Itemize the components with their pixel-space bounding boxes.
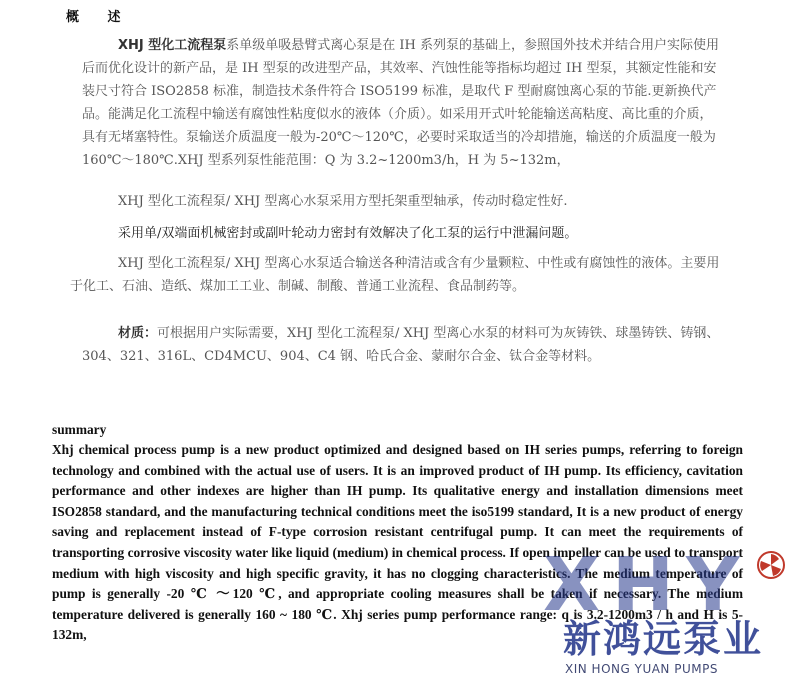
- chinese-paragraph-1: [82, 34, 720, 172]
- paragraph-1-text: 系单级单吸悬臂式离心泵是在 IH 系列泵的基础上，参照国外技术并结合用户实际使用后而优化设计的新产品，是 IH 型泵的改进型产品，其效率、汽蚀性能等指标均超过 IH 型泵，其额定性能和安装尺寸符合 ISO2858 标准，制造技术条件符合 ISO5199 标准，是取代 F 型耐腐蚀离心泵的节能.更新换代产品。能满足化工流程中输送有腐蚀性粘度似水的液体（介质）。如采用开式叶轮能输送高粘度、高比重的介质，具有无堵塞特性。泵输送介质温度一般为-20℃～120℃，必要时采取适当的冷却措施，输送的介质温度一般为 160℃～180℃.XHJ 型系列泵性能范围：Q 为 3.2~1200m3/h，H 为 5~132m，: [82, 38, 720, 168]
- chinese-overview-heading: 概 述: [66, 10, 133, 25]
- chinese-paragraph-3: 采用单/双端面机械密封或副叶轮动力密封有效解决了化工泵的运行中泄漏问题。: [118, 226, 578, 241]
- logo-letters: XHY: [543, 542, 752, 628]
- company-logo-watermark: [543, 542, 789, 684]
- pinwheel-emblem-icon: [757, 551, 785, 579]
- chinese-paragraph-5: [82, 322, 720, 368]
- chinese-paragraph-2: XHJ 型化工流程泵/ XHJ 型离心水泵采用方型托架重型轴承，传动时稳定性好.: [118, 194, 568, 209]
- english-summary-heading: summary: [52, 422, 107, 437]
- logo-chinese-name: 新鸿远泵业: [563, 617, 764, 661]
- logo-english-name: XIN HONG YUAN PUMPS: [565, 662, 718, 676]
- chinese-paragraph-4: XHJ 型化工流程泵/ XHJ 型离心水泵适合输送各种清洁或含有少量颗粒、中性或有腐蚀性的液体。主要用于化工、石油、造纸、煤加工工业、制碱、制酸、普通工业流程、食品制药等。: [70, 256, 720, 294]
- english-summary-paragraph: Xhj chemical process pump is a new product optimized and designed based on IH series pumps, referring to foreign technology and combined with the actual use of users. It is an improved product of IH pump. Its efficiency, cavitation performance and other indexes are higher than IH pump. Its qualitative energy and installation dimensions meet ISO2858 standard, and the manufacturing technical conditions meet the iso5199 standard, It is a new product of energy saving and replacement instead of F-type corrosion resistant centrifugal pump. It can meet the requirements of transporting corrosive viscosity water like liquid (medium) in chemical process. If open impeller can be used to transport medium with high viscosity and high specific gravity, it has no clogging characteristics. The medium temperature of pump is generally -20 ℃ ～120 ℃, and appropriate cooling measures shall be taken if necessary. The medium temperature delivered is generally 160 ~ 180 ℃. Xhj series pump performance range: q is 3.2-1200m3 / h and H is 5-132m,: [52, 442, 743, 643]
- product-name-bold: XHJ 型化工流程泵: [118, 38, 227, 53]
- material-label: 材质：: [118, 326, 158, 341]
- material-text: 可根据用户实际需要，XHJ 型化工流程泵/ XHJ 型离心水泵的材料可为灰铸铁、球墨铸铁、铸钢、304、321、316L、CD4MCU、904、C4 钢、哈氏合金、蒙耐尔合金、钛合金等材料。: [82, 326, 720, 364]
